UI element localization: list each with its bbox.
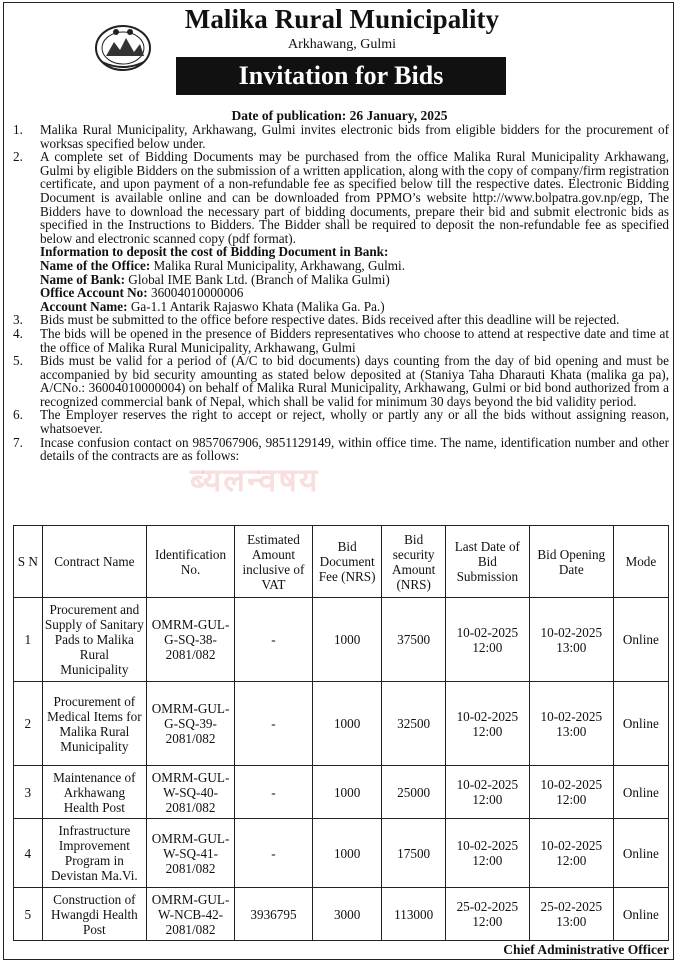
municipality-emblem-icon bbox=[92, 18, 154, 72]
table-row: 1 Procurement and Supply of Sanitary Pads to Malika Rural Municipality OMRM-GUL-G-SQ-38-2081/082 - 1000 37500 10-02-2025 12:00 10-02-2025 13:00 Online bbox=[14, 598, 669, 682]
clause: 4. The bids will be opened in the presence of Bidders representatives who choose to attend at respective date and time at the office of Malika Rural Municipality, Arkhawang, Gulmi bbox=[13, 325, 669, 355]
column-header: S N bbox=[14, 526, 43, 598]
clause: 3. Bids must be submitted to the office before respective dates. Bids received after this deadline will be rejected. bbox=[13, 312, 620, 328]
publication-date: Date of publication: 26 January, 2025 bbox=[231, 108, 448, 123]
column-header: Contract Name bbox=[42, 526, 146, 598]
signatory: Chief Administrative Officer bbox=[503, 942, 669, 957]
clause: 6. The Employer reserves the right to accept or reject, wholly or partly any or all the bids without assigning reason, whatsoever. bbox=[13, 407, 669, 437]
column-header: Bid Opening Date bbox=[529, 526, 613, 598]
page-title: Malika Rural Municipality bbox=[184, 4, 500, 34]
table-header-row bbox=[14, 526, 669, 598]
clause: 2. A complete set of Bidding Documents may be purchased from the office Malika Rural Municipality Arkhawang, Gulmi by eligible Bidders on the submission of a written application, along with the copy of company/firm registration certificate, and upon payment of a non-refundable fee as specified below till the respective dates. Electronic Bidding Document is available online and can be downloaded from PPMO’s website http://www.bolpatra.gov.np/egp, The Bidders have to download the necessary part of bidding documents, prepare their bid and submit electronic bids as specified in the Instructions to Bidders. The Bidder shall be required to deposit the non-refundable fee as specified below and electronic scanned copy (pdf format). bbox=[13, 149, 669, 246]
watermark: ब्यलन्वषय bbox=[190, 461, 320, 499]
column-header: Identification No. bbox=[147, 526, 235, 598]
notice-body bbox=[13, 123, 669, 463]
column-header: Mode bbox=[613, 526, 668, 598]
column-header: Bid Document Fee (NRS) bbox=[312, 526, 382, 598]
clause: 7. Incase confusion contact on 9857067906, 9851129149, within office time. The name, identification number and other details of the contracts are as follows: bbox=[13, 434, 669, 464]
contracts-table bbox=[13, 525, 669, 941]
column-header: Bid security Amount (NRS) bbox=[382, 526, 445, 598]
clause: 5. Bids must be valid for a period of (A/C to bid documents) days counting from the day of bid opening and must be accompanied by bid security amounting as stated below deposited at (Staniya Taha Dharauti Khata (malika ga pa), A/CNo.: 36004010000004) on behalf of Malika Rural Municipality, Arkhawang, Gulmi or bid bond authorized from a recognized commercial bank of Nepal, which shall be valid for minimum 30 days beyond the bid validity period. bbox=[13, 353, 669, 409]
table-row: 2 Procurement of Medical Items for Malika Rural Municipality OMRM-GUL-G-SQ-39-2081/082 - 1000 32500 10-02-2025 12:00 10-02-2025 13:00 Online bbox=[14, 682, 669, 766]
column-header: Estimated Amount inclusive of VAT bbox=[235, 526, 313, 598]
column-header: Last Date of Bid Submission bbox=[445, 526, 529, 598]
notice-banner: Invitation for Bids bbox=[176, 57, 506, 95]
table-row: 3 Maintenance of Arkhawang Health Post OMRM-GUL-W-SQ-40-2081/082 - 1000 25000 10-02-2025 12:00 10-02-2025 12:00 Online bbox=[14, 766, 669, 819]
table-row: 5 Construction of Hwangdi Health Post OMRM-GUL-W-NCB-42-2081/082 3936795 3000 113000 25-02-2025 12:00 25-02-2025 13:00 Online bbox=[14, 888, 669, 941]
table-row: 4 Infrastructure Improvement Program in Devistan Ma.Vi. OMRM-GUL-W-SQ-41-2081/082 - 1000 17500 10-02-2025 12:00 10-02-2025 12:00 Online bbox=[14, 819, 669, 888]
clause: 1. Malika Rural Municipality, Arkhawang, Gulmi invites electronic bids from eligible bidders for the procurement of worksas specified below under. bbox=[13, 122, 669, 151]
bank-info-heading: Information to deposit the cost of Bidding Document in Bank: bbox=[40, 244, 389, 260]
page-subtitle: Arkhawang, Gulmi bbox=[287, 37, 397, 52]
bank-info: Information to deposit the cost of Bidding Document in Bank: Name of the Office: Malika Rural Municipality, Arkhawang, Gulmi. Name of Bank: Global IME Bank Ltd. (Branch of Malika Gulmi) Office Account No: 36004010000006 Account Name: Ga-1.1 Antarik Rajaswo Khata (Malika Ga. Pa.) bbox=[40, 244, 406, 314]
